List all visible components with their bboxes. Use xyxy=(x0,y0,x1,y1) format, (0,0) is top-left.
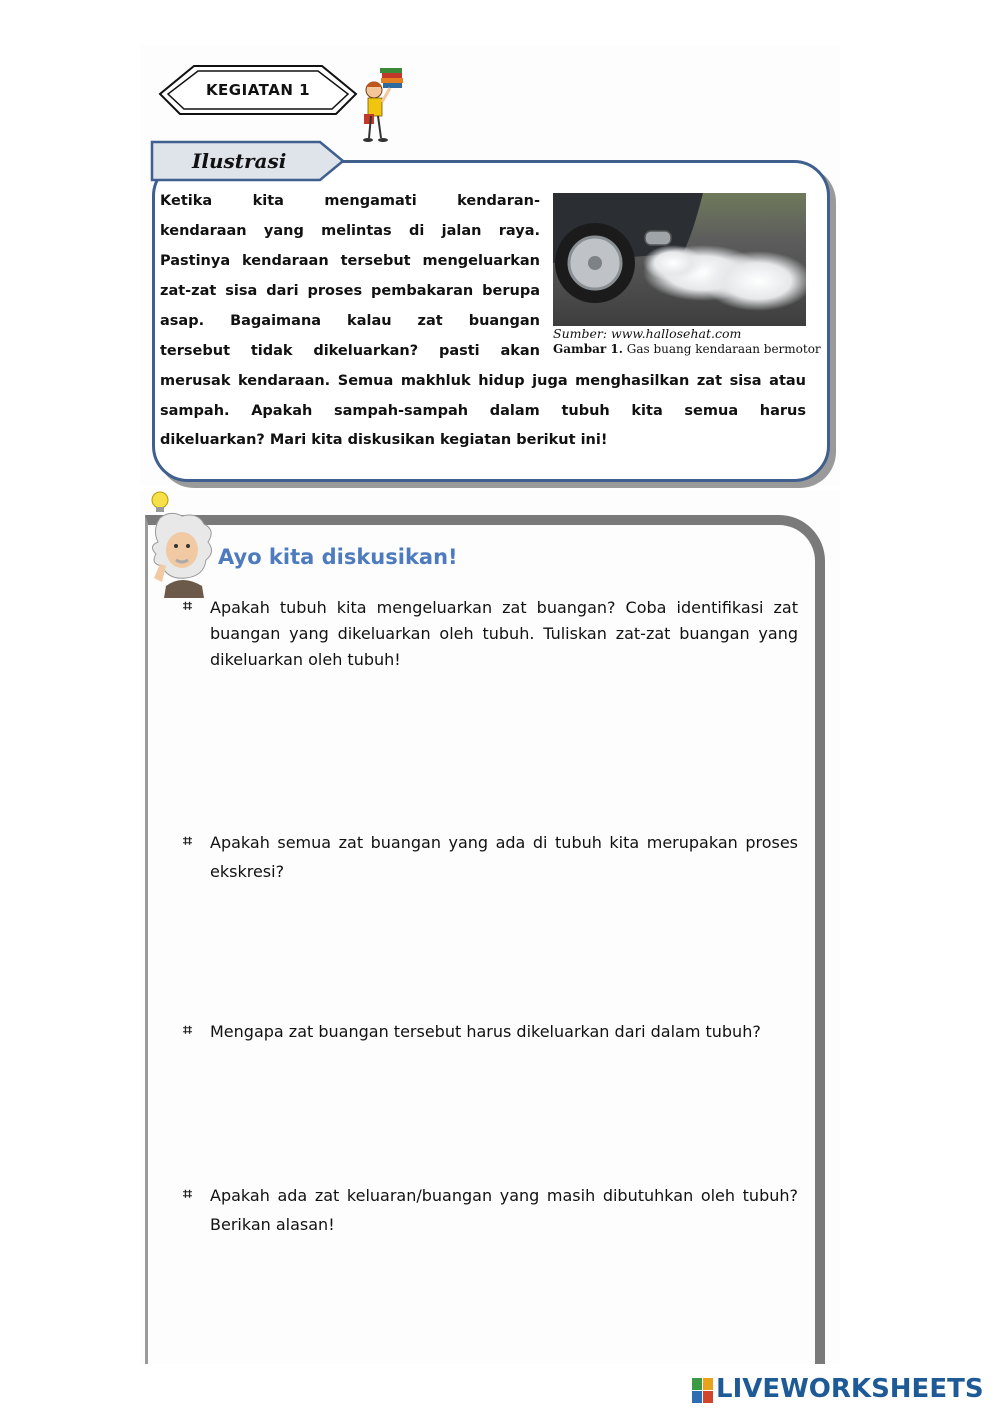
paragraph-line: Ketika kita mengamati kendaran- xyxy=(160,193,540,209)
figure-caption-label: Gambar 1. xyxy=(553,342,623,356)
ilustrasi-paragraph-last: dikeluarkan? Mari kita diskusikan kegiatan berikut ini! xyxy=(160,432,608,448)
kegiatan-banner xyxy=(158,64,358,116)
paragraph-line: Pastinya kendaraan tersebut mengeluarkan xyxy=(160,253,540,269)
figure-caption xyxy=(553,342,821,356)
car-exhaust-photo xyxy=(553,193,806,326)
ilustrasi-title: Ilustrasi xyxy=(192,149,287,173)
question-2: Apakah semua zat buangan yang ada di tubuh kita merupakan proses ekskresi? xyxy=(210,833,798,881)
student-carrying-books-icon xyxy=(358,66,410,144)
question-1: Apakah tubuh kita mengeluarkan zat buangan? Coba identifikasi zat buangan yang dikeluarkan oleh tubuh. Tuliskan zat-zat buangan yang dikeluarkan oleh tubuh! xyxy=(210,598,798,669)
question-bullet-icon: ⌗ xyxy=(183,831,193,850)
kegiatan-label: KEGIATAN 1 xyxy=(205,81,311,99)
liveworksheets-brand: LIVEWORKSHEETS xyxy=(716,1374,984,1404)
ilustrasi-tab xyxy=(150,140,345,182)
paragraph-line: asap. Bagaimana kalau zat buangan xyxy=(160,313,540,329)
discussion-title: Ayo kita diskusikan! xyxy=(218,545,458,569)
paragraph-line: tersebut tidak dikeluarkan? pasti akan xyxy=(160,343,540,359)
question-bullet-icon: ⌗ xyxy=(183,1020,193,1039)
question-bullet-icon: ⌗ xyxy=(183,596,193,615)
figure-source: Sumber: www.hallosehat.com xyxy=(553,326,742,341)
paragraph-line: kendaraan yang melintas di jalan raya. xyxy=(160,223,540,239)
paragraph-line: zat-zat sisa dari proses pembakaran berupa xyxy=(160,283,540,299)
liveworksheets-logo-icon xyxy=(692,1378,714,1404)
question-3: Mengapa zat buangan tersebut harus dikeluarkan dari dalam tubuh? xyxy=(210,1022,761,1041)
figure-caption-text: Gas buang kendaraan bermotor xyxy=(622,342,821,356)
scientist-lightbulb-icon xyxy=(146,490,218,598)
question-4: Apakah ada zat keluaran/buangan yang masih dibutuhkan oleh tubuh? Berikan alasan! xyxy=(210,1186,798,1234)
ilustrasi-paragraph-wide: merusak kendaraan. Semua makhluk hidup juga menghasilkan zat sisa atau sampah. Apakah sampah-sampah dalam tubuh kita semua harus xyxy=(160,373,806,419)
question-bullet-icon: ⌗ xyxy=(183,1184,193,1203)
ilustrasi-paragraph-narrow xyxy=(160,186,540,366)
